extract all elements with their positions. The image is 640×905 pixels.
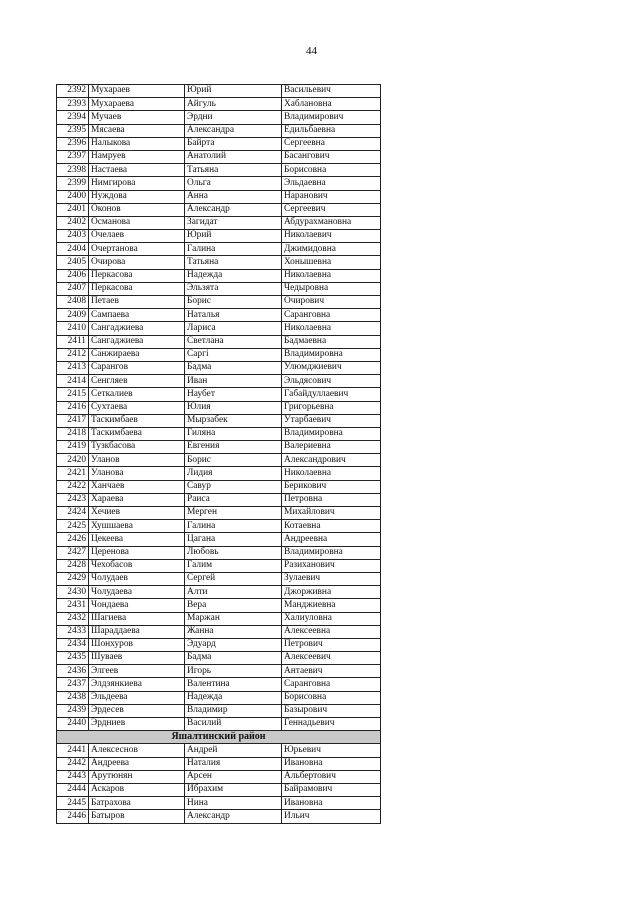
patronymic-cell: Едильбаевна (282, 124, 381, 137)
first-name-cell: Александр (185, 810, 282, 823)
table-row (57, 296, 381, 309)
table-row (57, 322, 381, 335)
patronymic-cell: Алексеевна (282, 625, 381, 638)
last-name-cell: Ханчаев (89, 480, 185, 493)
last-name-cell: Очелаев (89, 230, 185, 243)
first-name-cell: Юлия (185, 401, 282, 414)
last-name-cell: Чондаева (89, 599, 185, 612)
last-name-cell: Санжираева (89, 348, 185, 361)
row-number-cell: 2444 (57, 783, 89, 796)
row-number-cell: 2411 (57, 335, 89, 348)
first-name-cell: Алти (185, 586, 282, 599)
last-name-cell: Нимгирова (89, 177, 185, 190)
row-number-cell: 2442 (57, 757, 89, 770)
patronymic-cell: Манджиевна (282, 599, 381, 612)
patronymic-cell: Саранговна (282, 309, 381, 322)
row-number-cell: 2392 (57, 85, 89, 98)
patronymic-cell: Борисовна (282, 164, 381, 177)
page-number: 44 (306, 45, 317, 57)
row-number-cell: 2397 (57, 150, 89, 163)
table-row (57, 348, 381, 361)
patronymic-cell: Николаевна (282, 269, 381, 282)
patronymic-cell: Халиуловна (282, 612, 381, 625)
first-name-cell: Анатолий (185, 150, 282, 163)
table-row (57, 638, 381, 651)
first-name-cell: Галина (185, 243, 282, 256)
patronymic-cell: Григорьевна (282, 401, 381, 414)
patronymic-cell: Ивановна (282, 757, 381, 770)
last-name-cell: Шонхуров (89, 638, 185, 651)
first-name-cell: Наталия (185, 757, 282, 770)
table-row (57, 770, 381, 783)
table-row (57, 335, 381, 348)
row-number-cell: 2398 (57, 164, 89, 177)
patronymic-cell: Утарбаевич (282, 414, 381, 427)
table-row (57, 559, 381, 572)
first-name-cell: Надежда (185, 269, 282, 282)
last-name-cell: Османова (89, 216, 185, 229)
patronymic-cell: Борисовна (282, 691, 381, 704)
last-name-cell: Налыкова (89, 137, 185, 150)
last-name-cell: Цекеева (89, 533, 185, 546)
last-name-cell: Батрахова (89, 797, 185, 810)
last-name-cell: Нуждова (89, 190, 185, 203)
first-name-cell: Андрей (185, 744, 282, 757)
row-number-cell: 2420 (57, 454, 89, 467)
roster-body (57, 85, 381, 824)
last-name-cell: Эльдеева (89, 691, 185, 704)
table-row (57, 177, 381, 190)
patronymic-cell: Байрамович (282, 783, 381, 796)
table-row (57, 427, 381, 440)
table-row (57, 480, 381, 493)
last-name-cell: Сухтаева (89, 401, 185, 414)
last-name-cell: Перкасова (89, 269, 185, 282)
last-name-cell: Шараддаева (89, 625, 185, 638)
row-number-cell: 2399 (57, 177, 89, 190)
patronymic-cell: Берикович (282, 480, 381, 493)
patronymic-cell: Владимировна (282, 546, 381, 559)
patronymic-cell: Чедыровна (282, 282, 381, 295)
row-number-cell: 2418 (57, 427, 89, 440)
patronymic-cell: Александрович (282, 454, 381, 467)
patronymic-cell: Ивановна (282, 797, 381, 810)
last-name-cell: Очертанова (89, 243, 185, 256)
patronymic-cell: Владимирович (282, 111, 381, 124)
patronymic-cell: Джимидовна (282, 243, 381, 256)
first-name-cell: Александр (185, 203, 282, 216)
patronymic-cell: Васильевич (282, 85, 381, 98)
last-name-cell: Мясаева (89, 124, 185, 137)
table-row (57, 282, 381, 295)
patronymic-cell: Зулаевич (282, 572, 381, 585)
patronymic-cell: Саранговна (282, 678, 381, 691)
last-name-cell: Чолудаева (89, 586, 185, 599)
row-number-cell: 2409 (57, 309, 89, 322)
row-number-cell: 2441 (57, 744, 89, 757)
first-name-cell: Мерген (185, 507, 282, 520)
table-row (57, 783, 381, 796)
last-name-cell: Сампаева (89, 309, 185, 322)
row-number-cell: 2425 (57, 520, 89, 533)
last-name-cell: Сенгляев (89, 375, 185, 388)
table-row (57, 190, 381, 203)
first-name-cell: Вера (185, 599, 282, 612)
last-name-cell: Сангаджиева (89, 335, 185, 348)
first-name-cell: Сергей (185, 572, 282, 585)
row-number-cell: 2396 (57, 137, 89, 150)
last-name-cell: Намруев (89, 150, 185, 163)
table-row (57, 388, 381, 401)
patronymic-cell: Владимировна (282, 427, 381, 440)
row-number-cell: 2439 (57, 704, 89, 717)
first-name-cell: Надежда (185, 691, 282, 704)
row-number-cell: 2435 (57, 652, 89, 665)
last-name-cell: Аскаров (89, 783, 185, 796)
row-number-cell: 2402 (57, 216, 89, 229)
table-row (57, 256, 381, 269)
first-name-cell: Лидия (185, 467, 282, 480)
patronymic-cell: Бадмаевна (282, 335, 381, 348)
row-number-cell: 2410 (57, 322, 89, 335)
patronymic-cell: Алексеевич (282, 652, 381, 665)
row-number-cell: 2431 (57, 599, 89, 612)
last-name-cell: Элгеев (89, 665, 185, 678)
table-row (57, 652, 381, 665)
first-name-cell: Светлана (185, 335, 282, 348)
row-number-cell: 2400 (57, 190, 89, 203)
first-name-cell: Владимир (185, 704, 282, 717)
table-row (57, 625, 381, 638)
table-row (57, 704, 381, 717)
row-number-cell: 2437 (57, 678, 89, 691)
last-name-cell: Андреева (89, 757, 185, 770)
row-number-cell: 2404 (57, 243, 89, 256)
last-name-cell: Петаев (89, 296, 185, 309)
row-number-cell: 2403 (57, 230, 89, 243)
row-number-cell: 2417 (57, 414, 89, 427)
patronymic-cell: Очирович (282, 296, 381, 309)
patronymic-cell: Геннадьевич (282, 718, 381, 731)
table-row (57, 533, 381, 546)
patronymic-cell: Базырович (282, 704, 381, 717)
district-header: Яшалтинский район (57, 731, 381, 744)
last-name-cell: Хечиев (89, 507, 185, 520)
last-name-cell: Сангаджиева (89, 322, 185, 335)
last-name-cell: Сеткалиев (89, 388, 185, 401)
last-name-cell: Шуваев (89, 652, 185, 665)
last-name-cell: Алексеснов (89, 744, 185, 757)
table-row (57, 467, 381, 480)
table-row (57, 230, 381, 243)
table-row (57, 361, 381, 374)
first-name-cell: Иван (185, 375, 282, 388)
patronymic-cell: Хаблановна (282, 98, 381, 111)
first-name-cell: Арсен (185, 770, 282, 783)
patronymic-cell: Андреевна (282, 533, 381, 546)
row-number-cell: 2434 (57, 638, 89, 651)
first-name-cell: Анна (185, 190, 282, 203)
first-name-cell: Юрий (185, 85, 282, 98)
row-number-cell: 2429 (57, 572, 89, 585)
row-number-cell: 2436 (57, 665, 89, 678)
table-row (57, 243, 381, 256)
district-header-row (57, 731, 381, 744)
last-name-cell: Батыров (89, 810, 185, 823)
patronymic-cell: Хонышевна (282, 256, 381, 269)
table-row (57, 441, 381, 454)
patronymic-cell: Котаевна (282, 520, 381, 533)
row-number-cell: 2424 (57, 507, 89, 520)
table-row (57, 401, 381, 414)
first-name-cell: Лариса (185, 322, 282, 335)
first-name-cell: Василий (185, 718, 282, 731)
patronymic-cell: Басангович (282, 150, 381, 163)
first-name-cell: Бадма (185, 652, 282, 665)
first-name-cell: Евгения (185, 441, 282, 454)
last-name-cell: Церенова (89, 546, 185, 559)
first-name-cell: Любовь (185, 546, 282, 559)
first-name-cell: Эльзята (185, 282, 282, 295)
last-name-cell: Мухараева (89, 98, 185, 111)
first-name-cell: Валентина (185, 678, 282, 691)
table-row (57, 309, 381, 322)
row-number-cell: 2406 (57, 269, 89, 282)
row-number-cell: 2414 (57, 375, 89, 388)
row-number-cell: 2427 (57, 546, 89, 559)
first-name-cell: Татьяна (185, 164, 282, 177)
last-name-cell: Чехобасов (89, 559, 185, 572)
table-row (57, 520, 381, 533)
last-name-cell: Очирова (89, 256, 185, 269)
patronymic-cell: Николаевна (282, 322, 381, 335)
last-name-cell: Эрдесев (89, 704, 185, 717)
first-name-cell: Борис (185, 454, 282, 467)
table-row (57, 572, 381, 585)
row-number-cell: 2395 (57, 124, 89, 137)
last-name-cell: Хараева (89, 493, 185, 506)
first-name-cell: Савур (185, 480, 282, 493)
row-number-cell: 2438 (57, 691, 89, 704)
table-row (57, 137, 381, 150)
table-row (57, 665, 381, 678)
row-number-cell: 2430 (57, 586, 89, 599)
table-row (57, 586, 381, 599)
table-row (57, 98, 381, 111)
first-name-cell: Александра (185, 124, 282, 137)
table-row (57, 85, 381, 98)
first-name-cell: Маржан (185, 612, 282, 625)
first-name-cell: Борис (185, 296, 282, 309)
row-number-cell: 2421 (57, 467, 89, 480)
last-name-cell: Арутюнян (89, 770, 185, 783)
table-row (57, 269, 381, 282)
patronymic-cell: Владимировна (282, 348, 381, 361)
first-name-cell: Наталья (185, 309, 282, 322)
table-row (57, 216, 381, 229)
row-number-cell: 2415 (57, 388, 89, 401)
table-row (57, 493, 381, 506)
first-name-cell: Байрта (185, 137, 282, 150)
table-row (57, 797, 381, 810)
last-name-cell: Таскимбаев (89, 414, 185, 427)
first-name-cell: Эдуард (185, 638, 282, 651)
first-name-cell: Мырзабек (185, 414, 282, 427)
row-number-cell: 2412 (57, 348, 89, 361)
table-row (57, 203, 381, 216)
first-name-cell: Саргі (185, 348, 282, 361)
patronymic-cell: Николаевич (282, 230, 381, 243)
patronymic-cell: Сергеевна (282, 137, 381, 150)
first-name-cell: Бадма (185, 361, 282, 374)
row-number-cell: 2405 (57, 256, 89, 269)
row-number-cell: 2416 (57, 401, 89, 414)
first-name-cell: Нина (185, 797, 282, 810)
table-row (57, 546, 381, 559)
patronymic-cell: Валериевна (282, 441, 381, 454)
table-row (57, 718, 381, 731)
first-name-cell: Гиляна (185, 427, 282, 440)
patronymic-cell: Петровна (282, 493, 381, 506)
row-number-cell: 2408 (57, 296, 89, 309)
row-number-cell: 2432 (57, 612, 89, 625)
patronymic-cell: Разиханович (282, 559, 381, 572)
first-name-cell: Игорь (185, 665, 282, 678)
table-row (57, 454, 381, 467)
table-row (57, 810, 381, 823)
row-number-cell: 2422 (57, 480, 89, 493)
row-number-cell: 2393 (57, 98, 89, 111)
first-name-cell: Наубет (185, 388, 282, 401)
row-number-cell: 2445 (57, 797, 89, 810)
patronymic-cell: Ильич (282, 810, 381, 823)
table-row (57, 678, 381, 691)
row-number-cell: 2413 (57, 361, 89, 374)
patronymic-cell: Джорживна (282, 586, 381, 599)
last-name-cell: Уланов (89, 454, 185, 467)
row-number-cell: 2443 (57, 770, 89, 783)
patronymic-cell: Антаевич (282, 665, 381, 678)
row-number-cell: 2428 (57, 559, 89, 572)
patronymic-cell: Улюмджиевич (282, 361, 381, 374)
last-name-cell: Таскимбаева (89, 427, 185, 440)
table-row (57, 691, 381, 704)
roster-table (56, 84, 381, 824)
table-row (57, 507, 381, 520)
table-row (57, 375, 381, 388)
table-row (57, 744, 381, 757)
patronymic-cell: Сергеевич (282, 203, 381, 216)
last-name-cell: Сарангов (89, 361, 185, 374)
first-name-cell: Ибрахим (185, 783, 282, 796)
patronymic-cell: Абдурахмановна (282, 216, 381, 229)
first-name-cell: Галина (185, 520, 282, 533)
row-number-cell: 2433 (57, 625, 89, 638)
table-row (57, 164, 381, 177)
first-name-cell: Ольга (185, 177, 282, 190)
table-row (57, 757, 381, 770)
last-name-cell: Уланова (89, 467, 185, 480)
first-name-cell: Жанна (185, 625, 282, 638)
row-number-cell: 2401 (57, 203, 89, 216)
row-number-cell: 2446 (57, 810, 89, 823)
last-name-cell: Хушшаева (89, 520, 185, 533)
patronymic-cell: Николаевна (282, 467, 381, 480)
row-number-cell: 2419 (57, 441, 89, 454)
last-name-cell: Эрдниев (89, 718, 185, 731)
row-number-cell: 2394 (57, 111, 89, 124)
patronymic-cell: Габайдуллаевич (282, 388, 381, 401)
patronymic-cell: Эльдясович (282, 375, 381, 388)
patronymic-cell: Наранович (282, 190, 381, 203)
first-name-cell: Юрий (185, 230, 282, 243)
first-name-cell: Айгуль (185, 98, 282, 111)
first-name-cell: Загидат (185, 216, 282, 229)
patronymic-cell: Юрьевич (282, 744, 381, 757)
first-name-cell: Татьяна (185, 256, 282, 269)
last-name-cell: Чолудаев (89, 572, 185, 585)
first-name-cell: Раиса (185, 493, 282, 506)
table-row (57, 111, 381, 124)
row-number-cell: 2423 (57, 493, 89, 506)
patronymic-cell: Эльдаевна (282, 177, 381, 190)
last-name-cell: Настаева (89, 164, 185, 177)
first-name-cell: Эрдни (185, 111, 282, 124)
table-row (57, 414, 381, 427)
last-name-cell: Шагиева (89, 612, 185, 625)
table-row (57, 612, 381, 625)
patronymic-cell: Михайлович (282, 507, 381, 520)
first-name-cell: Галим (185, 559, 282, 572)
first-name-cell: Цагана (185, 533, 282, 546)
table-row (57, 150, 381, 163)
last-name-cell: Мучаев (89, 111, 185, 124)
table-row (57, 599, 381, 612)
last-name-cell: Тузкбасова (89, 441, 185, 454)
row-number-cell: 2407 (57, 282, 89, 295)
row-number-cell: 2440 (57, 718, 89, 731)
last-name-cell: Элдзянкиева (89, 678, 185, 691)
last-name-cell: Перкасова (89, 282, 185, 295)
table-row (57, 124, 381, 137)
patronymic-cell: Альбертович (282, 770, 381, 783)
last-name-cell: Оконов (89, 203, 185, 216)
row-number-cell: 2426 (57, 533, 89, 546)
last-name-cell: Мухараев (89, 85, 185, 98)
patronymic-cell: Петрович (282, 638, 381, 651)
